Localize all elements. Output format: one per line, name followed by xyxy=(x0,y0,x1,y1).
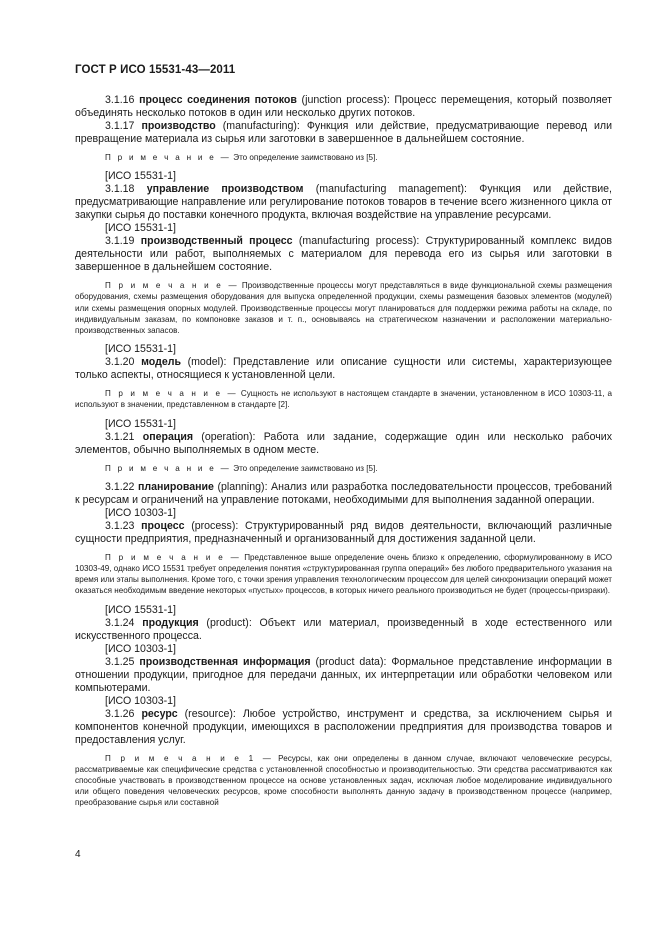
term-entry xyxy=(75,120,612,146)
term-name: планирование xyxy=(138,480,214,493)
note-label: П р и м е ч а н и е — xyxy=(105,552,241,562)
term-definition: (operation): Работа или задание, содержащие один или несколько рабочих элементов, обычно выполняемых в одном месте. xyxy=(75,430,612,456)
note xyxy=(75,552,612,597)
term-number: 3.1.16 xyxy=(105,94,135,106)
term-entry xyxy=(75,617,612,643)
term-name: процесс соединения потоков xyxy=(139,94,297,106)
note-text: Представленное выше определение очень близко к определению, сформулированному в ИСО 10303-49, однако ИСО 15531 требует определения понятия «структурированная группа операций» без любого предварительного указания на время или этапы выполнения. Кроме того, с точки зрения управления технологическим процессом для целей синхронизации операций может оказаться необходимым введение некоторых «пустых» процессов, в которых ничего реального производиться не будет (процессы-призраки). xyxy=(75,552,612,596)
term-entry xyxy=(75,656,612,695)
term-definition: (product): Объект или материал, произведенный в ходе естественного или искусственного процесса. xyxy=(75,616,612,642)
note xyxy=(75,280,612,336)
term-entry xyxy=(75,356,612,382)
note-text: Это определение заимствовано из [5]. xyxy=(231,153,378,162)
term-name: производство xyxy=(141,120,216,132)
term-name: операция xyxy=(142,430,194,443)
note-label: П р и м е ч а н и е — xyxy=(105,463,231,473)
note-text: Это определение заимствовано из [5]. xyxy=(231,463,378,473)
note xyxy=(75,753,612,809)
source-reference: [ИСО 10303-1] xyxy=(105,694,176,707)
document-body xyxy=(75,94,612,816)
source-reference: [ИСО 15531-1] xyxy=(105,222,176,235)
term-definition: (model): Представление или описание сущности или системы, характеризующее только аспекты, относящиеся к установленной цели. xyxy=(75,356,612,382)
term-name: модель xyxy=(141,356,181,369)
term-entry xyxy=(75,708,612,747)
note-text: Ресурсы, как они определены в данном случае, включают человеческие ресурсы, рассматриваемые как специфические средства с установленной способностью и производительностью. Эти средства рассматриваются как способные участвовать в производственном процессе на основе установленных задач, исключая любое моделирование индивидуального или общего поведения человеческих ресурсов, кроме способности выполнять данную задачу в производственном процессе (например, преобразование сырья или составной xyxy=(75,753,612,808)
page-number: 4 xyxy=(75,849,81,860)
term-number: 3.1.17 xyxy=(105,120,135,132)
term-entry xyxy=(75,481,612,507)
term-definition: (manufacturing management): Функция или действие, предусматривающие направление или регулирование потоков товаров в течение всего жизненного цикла от закупки сырья до поставки конечного продукта, включая воздействие на управление ресурсами. xyxy=(75,183,612,222)
term-name: производственный процесс xyxy=(140,235,293,248)
term-name: управление производством xyxy=(146,183,304,196)
term-number: 3.1.22 xyxy=(105,480,135,493)
term-definition: (manufacturing): Функция или действие, предусматривающие перевод или превращение материала из сырья или заготовки в завершенное в дальнейшем состояние. xyxy=(75,120,612,145)
term-entry xyxy=(75,431,612,457)
term-name: производственная информация xyxy=(139,655,311,668)
term-number: 3.1.26 xyxy=(105,707,135,720)
source-reference: [ИСО 15531-1] xyxy=(105,603,176,616)
note xyxy=(75,463,612,474)
term-number: 3.1.21 xyxy=(105,430,135,443)
term-number: 3.1.18 xyxy=(105,183,135,196)
source-reference: [ИСО 10303-1] xyxy=(105,506,176,519)
term-entry xyxy=(75,520,612,546)
note-text: Производственные процессы могут представляться в виде функциональной схемы размещения оборудования, схемы размещения оборудования для выпуска определенной продукции, схемы размещения базовых элементов (модулей) или схемы размещения опорных модулей. Производственные процессы могут планироваться для поддержки режима работы на складе, по индивидуальным заказам, по компоновке заказов и т. п., основываясь на стратегическом назначении и расположении материально-производственных запасов. xyxy=(75,281,612,336)
term-definition: (process): Структурированный ряд видов деятельности, включающий различные сущности предприятия, предназначенный и организованный для достижения заданной цели. xyxy=(75,519,612,545)
term-number: 3.1.20 xyxy=(105,356,135,369)
note-label: П р и м е ч а н и е 1 — xyxy=(105,753,274,763)
note xyxy=(75,152,612,163)
note xyxy=(75,388,612,410)
term-definition: (planning): Анализ или разработка последовательности процессов, требований к ресурсам и ограничений на управление потоками, необходимыми для выполнения заданной операции. xyxy=(75,480,612,506)
source-reference: [ИСО 10303-1] xyxy=(105,642,176,655)
source-reference: [ИСО 15531-1] xyxy=(105,170,176,183)
document-header: ГОСТ Р ИСО 15531-43—2011 xyxy=(75,64,236,76)
term-number: 3.1.23 xyxy=(105,519,135,532)
term-name: процесс xyxy=(141,519,185,532)
term-definition: (resource): Любое устройство, инструмент и средства, за исключением сырья и компонентов конечной продукции, имеющихся в расположении предприятия для производства товаров и предоставления услуг. xyxy=(75,707,612,746)
term-entry xyxy=(75,94,612,120)
term-number: 3.1.19 xyxy=(105,235,135,248)
note-label: П р и м е ч а н и е — xyxy=(105,281,239,291)
term-name: продукция xyxy=(142,616,199,629)
term-entry xyxy=(75,235,612,274)
note-label: П р и м е ч а н и е — xyxy=(105,389,238,399)
term-number: 3.1.25 xyxy=(105,655,135,668)
source-reference: [ИСО 15531-1] xyxy=(105,417,176,430)
term-definition: (product data): Формальное представление информации в отношении продукции, пригодное для передачи данных, их интерпретации или обработки человеком или компьютерами. xyxy=(75,655,612,694)
term-name: ресурс xyxy=(141,707,178,720)
term-entry xyxy=(75,183,612,222)
term-definition: (manufacturing process): Структурированный комплекс видов деятельности или работ, выполняемых с материалом для перевода его из сырья или заготовки в завершенное в дальнейшем состояние. xyxy=(75,235,612,274)
note-text: Сущность не используют в настоящем стандарте в значении, установленном в ИСО 10303-11, а используют в значении, представленном в стандарте [2]. xyxy=(75,389,612,410)
note-label: П р и м е ч а н и е — xyxy=(105,153,231,162)
source-reference: [ИСО 15531-1] xyxy=(105,343,176,356)
term-number: 3.1.24 xyxy=(105,616,135,629)
term-definition: (junction process): Процесс перемещения, который позволяет объединять несколько потоков в один или несколько других потоков. xyxy=(75,94,612,119)
